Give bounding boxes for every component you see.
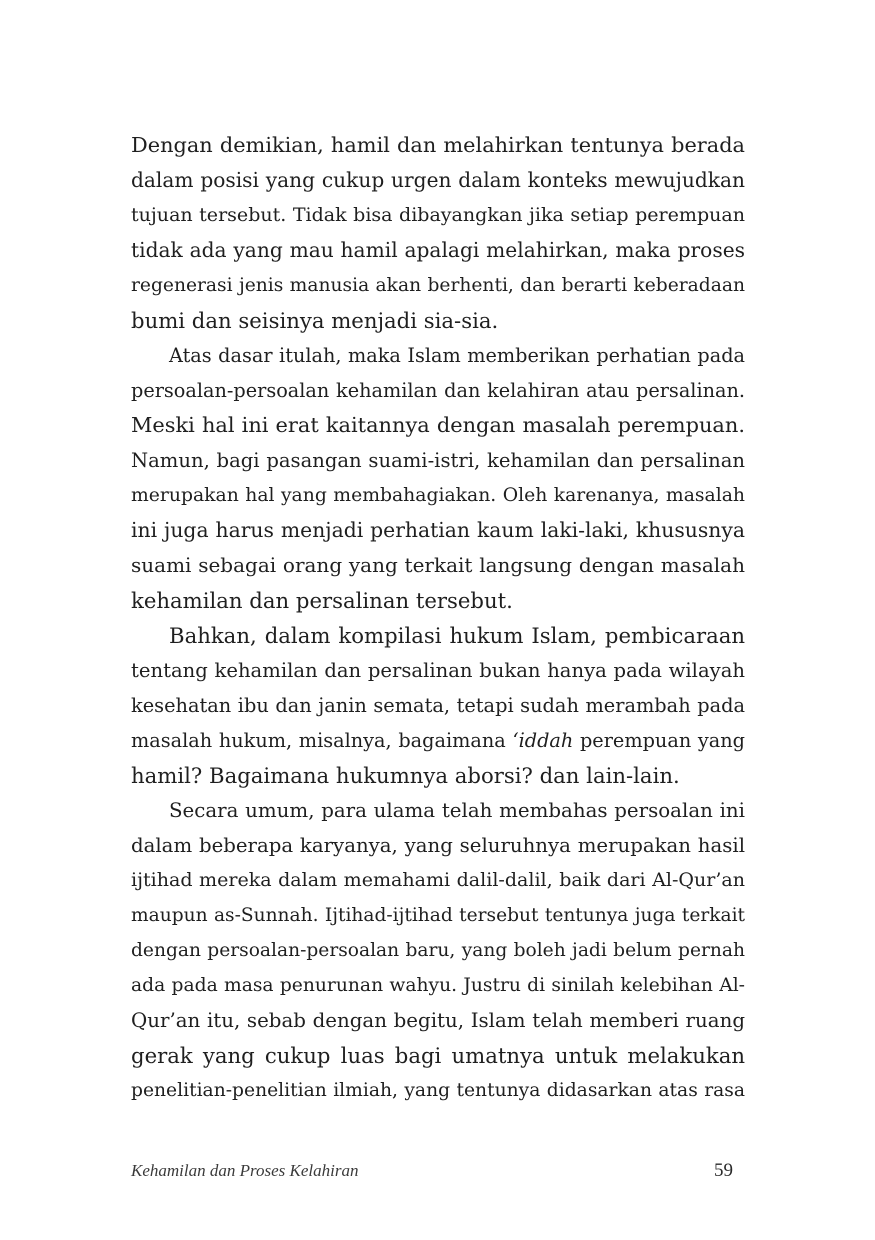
text-line: kehamilan dan persalinan tersebut. [131, 588, 513, 613]
text-line: Namun, bagi pasangan suami-istri, kehamilan dan persalinan [131, 449, 745, 472]
text-line: kesehatan ibu dan janin semata, tetapi sudah merambah pada [131, 694, 745, 717]
text-line: tujuan tersebut. Tidak bisa dibayangkan jika setiap perempuan [131, 204, 745, 226]
text-line: tentang kehamilan dan persalinan bukan hanya pada wilayah [131, 659, 745, 682]
paragraph-2 [131, 338, 745, 618]
paragraph-3 [131, 618, 745, 793]
text-line: bumi dan seisinya menjadi sia-sia. [131, 308, 499, 333]
text-line: ada pada masa penurunan wahyu. Justru di sinilah kelebihan Al- [131, 975, 745, 996]
page-number: 59 [714, 1160, 733, 1181]
text-line: hamil? Bagaimana hukumnya aborsi? dan lain-lain. [131, 763, 680, 788]
text-line: Qur’an itu, sebab dengan begitu, Islam telah memberi ruang [131, 1009, 745, 1032]
text-segment: masalah hukum, misalnya, bagaimana [131, 729, 513, 752]
text-line: Meski hal ini erat kaitannya dengan masalah perempuan. [131, 413, 745, 437]
text-segment: perempuan yang [573, 729, 745, 752]
text-line: dengan persoalan-persoalan baru, yang boleh jadi belum pernah [131, 940, 745, 961]
running-title: Kehamilan dan Proses Kelahiran [131, 1161, 359, 1180]
text-line: maupun as-Sunnah. Ijtihad-ijtihad tersebut tentunya juga terkait [131, 905, 745, 926]
page-footer [131, 1160, 733, 1182]
text-line: gerak yang cukup luas bagi umatnya untuk melakukan [131, 1043, 745, 1068]
italic-term: ‘iddah [512, 729, 574, 752]
paragraph-4 [131, 793, 745, 1108]
paragraph-1 [131, 128, 745, 338]
text-line: ijtihad mereka dalam memahami dalil-dalil, baik dari Al-Qur’an [131, 869, 745, 891]
text-line: persoalan-persoalan kehamilan dan kelahiran atau persalinan. [131, 379, 745, 402]
text-line: suami sebagai orang yang terkait langsung dengan masalah [131, 553, 745, 577]
text-line: ini juga harus menjadi perhatian kaum laki-laki, khususnya [131, 518, 745, 542]
text-line: tidak ada yang mau hamil apalagi melahirkan, maka proses [131, 238, 745, 262]
text-line: dalam beberapa karyanya, yang seluruhnya merupakan hasil [131, 834, 745, 857]
text-line: penelitian-penelitian ilmiah, yang tentunya didasarkan atas rasa [131, 1080, 745, 1101]
text-line: Bahkan, dalam kompilasi hukum Islam, pembicaraan [169, 623, 745, 648]
text-line: regenerasi jenis manusia akan berhenti, dan berarti keberadaan [131, 275, 745, 296]
text-line [131, 723, 745, 758]
text-line: Secara umum, para ulama telah membahas persoalan ini [169, 799, 745, 822]
text-line: Atas dasar itulah, maka Islam memberikan perhatian pada [169, 344, 745, 367]
page-body [131, 128, 745, 1108]
text-line: merupakan hal yang membahagiakan. Oleh karenanya, masalah [131, 485, 745, 506]
text-line: dalam posisi yang cukup urgen dalam konteks mewujudkan [131, 168, 745, 192]
text-line: Dengan demikian, hamil dan melahirkan tentunya berada [131, 133, 745, 157]
